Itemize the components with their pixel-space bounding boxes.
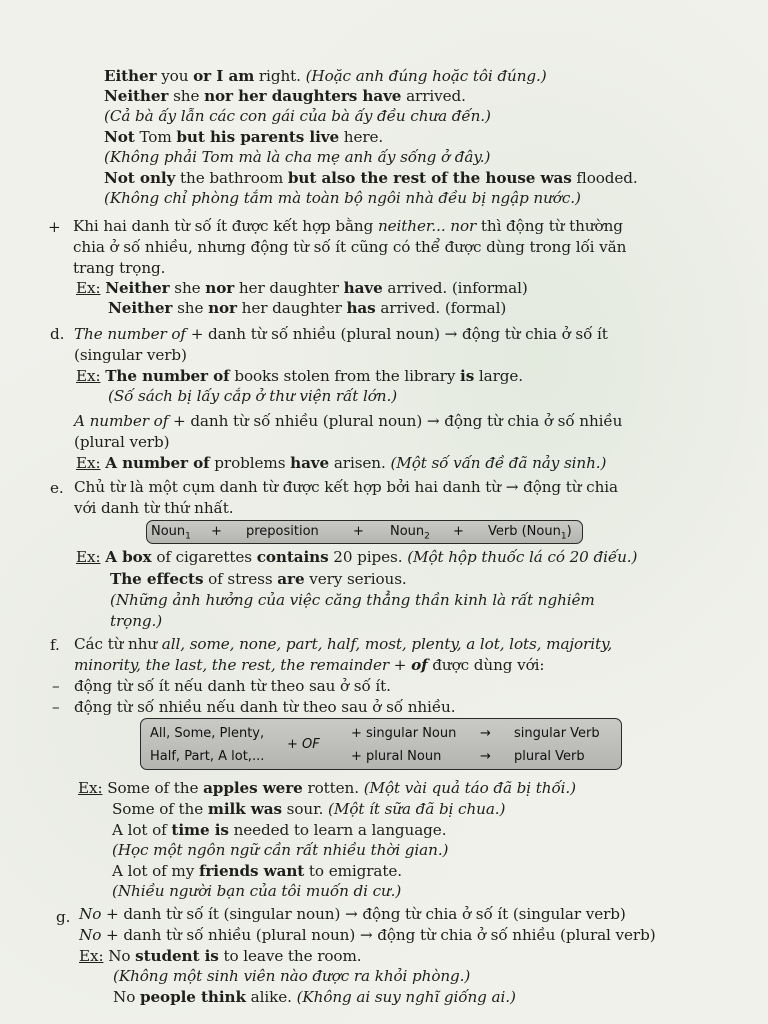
table-plus-of: + OF bbox=[287, 737, 320, 752]
example-not-but: Not Tom but his parents live here. bbox=[104, 128, 384, 146]
section-g-line-1: No + danh từ số ít (singular noun) → động từ chia ở số ít (singular verb) bbox=[79, 905, 626, 923]
section-d-line-2: (singular verb) bbox=[74, 346, 187, 364]
section-g-label: g. bbox=[56, 908, 71, 926]
formula-preposition: preposition bbox=[246, 524, 319, 539]
plus-rule-line-3: trang trọng. bbox=[73, 259, 166, 277]
formula-plus-1: + bbox=[211, 524, 222, 539]
section-f-example-1: Ex: Some of the apples were rotten. (Một vài quả táo đã bị thối.) bbox=[78, 779, 576, 797]
plus-rule-example-1: Ex: Neither she nor her daughter have arrived. (informal) bbox=[76, 279, 528, 297]
section-f-translation-3: (Học một ngôn ngữ cần rất nhiều thời gian.) bbox=[112, 841, 449, 859]
section-g-translation-1: (Không một sinh viên nào được ra khỏi phòng.) bbox=[113, 967, 471, 985]
formula-verb: Verb (Noun$_1$) bbox=[488, 524, 572, 542]
example-either-or: Either you or I am right. (Hoặc anh đúng hoặc tôi đúng.) bbox=[104, 67, 547, 85]
section-e-line-1: Chủ từ là một cụm danh từ được kết hợp bởi hai danh từ → động từ chia bbox=[74, 478, 618, 496]
section-f-example-4: A lot of my friends want to emigrate. bbox=[112, 862, 402, 880]
formula-noun1: Noun$_1$ bbox=[151, 524, 191, 542]
section-d-line-3: A number of + danh từ số nhiều (plural noun) → động từ chia ở số nhiều bbox=[74, 412, 623, 430]
section-e-translation-2b: trọng.) bbox=[110, 612, 163, 630]
section-f-example-3: A lot of time is needed to learn a language. bbox=[112, 821, 447, 839]
section-d-line-4: (plural verb) bbox=[74, 433, 170, 451]
plus-rule-line-2: chia ở số nhiều, nhưng động từ số ít cũng có thể được dùng trong lối văn bbox=[73, 238, 627, 256]
section-d-line-1: The number of + danh từ số nhiều (plural noun) → động từ chia ở số ít bbox=[74, 325, 608, 343]
section-e-label: e. bbox=[50, 479, 64, 497]
table-r1c2: + singular Noun bbox=[351, 726, 457, 741]
section-e-line-2: với danh từ thứ nhất. bbox=[74, 499, 234, 517]
section-f-dash-1: – bbox=[52, 677, 60, 695]
table-r1-arrow: → bbox=[480, 726, 491, 741]
section-f-rule-singular: động từ số ít nếu danh từ theo sau ở số ít. bbox=[74, 677, 391, 695]
section-f-dash-2: – bbox=[52, 698, 60, 716]
section-g-example-2: No people think alike. (Không ai suy nghĩ giống ai.) bbox=[113, 988, 516, 1006]
section-f-translation-4: (Nhiều người bạn của tôi muốn di cư.) bbox=[112, 882, 402, 900]
formula-plus-2: + bbox=[353, 524, 364, 539]
plus-rule-example-2: Neither she nor her daughter has arrived. (formal) bbox=[108, 299, 507, 317]
section-g-example-1: Ex: No student is to leave the room. bbox=[79, 947, 362, 965]
section-f-line-1: Các từ như all, some, none, part, half, most, plenty, a lot, lots, majority, bbox=[74, 635, 613, 653]
table-r2c3: plural Verb bbox=[514, 749, 585, 764]
section-f-rule-plural: động từ số nhiều nếu danh từ theo sau ở số nhiều. bbox=[74, 698, 456, 716]
section-d-label: d. bbox=[50, 325, 65, 343]
example-not-only-but-also: Not only the bathroom but also the rest of the house was flooded. bbox=[104, 169, 638, 187]
table-r2-arrow: → bbox=[480, 749, 491, 764]
translation-not-only: (Không chỉ phòng tắm mà toàn bộ ngôi nhà đều bị ngập nước.) bbox=[104, 189, 581, 207]
plus-rule-line-1: Khi hai danh từ số ít được kết hợp bằng neither... nor thì động từ thường bbox=[73, 217, 623, 235]
section-e-example-2: The effects of stress are very serious. bbox=[110, 570, 407, 588]
section-f-example-2: Some of the milk was sour. (Một ít sữa đã bị chua.) bbox=[112, 800, 506, 818]
formula-box bbox=[146, 520, 583, 544]
table-r1c3: singular Verb bbox=[514, 726, 600, 741]
section-f-label: f. bbox=[50, 636, 60, 654]
section-g-line-2: No + danh từ số nhiều (plural noun) → động từ chia ở số nhiều (plural verb) bbox=[79, 926, 656, 944]
table-r2c1: Half, Part, A lot,... bbox=[150, 749, 265, 764]
section-e-example-1: Ex: A box of cigarettes contains 20 pipes. (Một hộp thuốc lá có 20 điếu.) bbox=[76, 548, 638, 566]
section-d-example-2: Ex: A number of problems have arisen. (Một số vấn đề đã nảy sinh.) bbox=[76, 454, 607, 472]
formula-noun2: Noun$_2$ bbox=[390, 524, 430, 542]
section-d-example-1: Ex: The number of books stolen from the library is large. bbox=[76, 367, 523, 385]
section-f-line-2: minority, the last, the rest, the remainder + of được dùng với: bbox=[74, 656, 545, 674]
section-e-translation-2a: (Những ảnh hưởng của việc căng thẳng thần kinh là rất nghiêm bbox=[110, 591, 595, 609]
plus-bullet: + bbox=[48, 218, 61, 236]
example-neither-nor: Neither she nor her daughters have arrived. bbox=[104, 87, 466, 105]
of-rule-table bbox=[140, 718, 622, 770]
translation-neither-nor: (Cả bà ấy lẫn các con gái của bà ấy đều chưa đến.) bbox=[104, 107, 491, 125]
table-r1c1: All, Some, Plenty, bbox=[150, 726, 265, 741]
table-r2c2: + plural Noun bbox=[351, 749, 442, 764]
formula-plus-3: + bbox=[453, 524, 464, 539]
section-d-translation-1: (Số sách bị lấy cắp ở thư viện rất lớn.) bbox=[108, 387, 398, 405]
translation-not-but: (Không phải Tom mà là cha mẹ anh ấy sống ở đây.) bbox=[104, 148, 491, 166]
